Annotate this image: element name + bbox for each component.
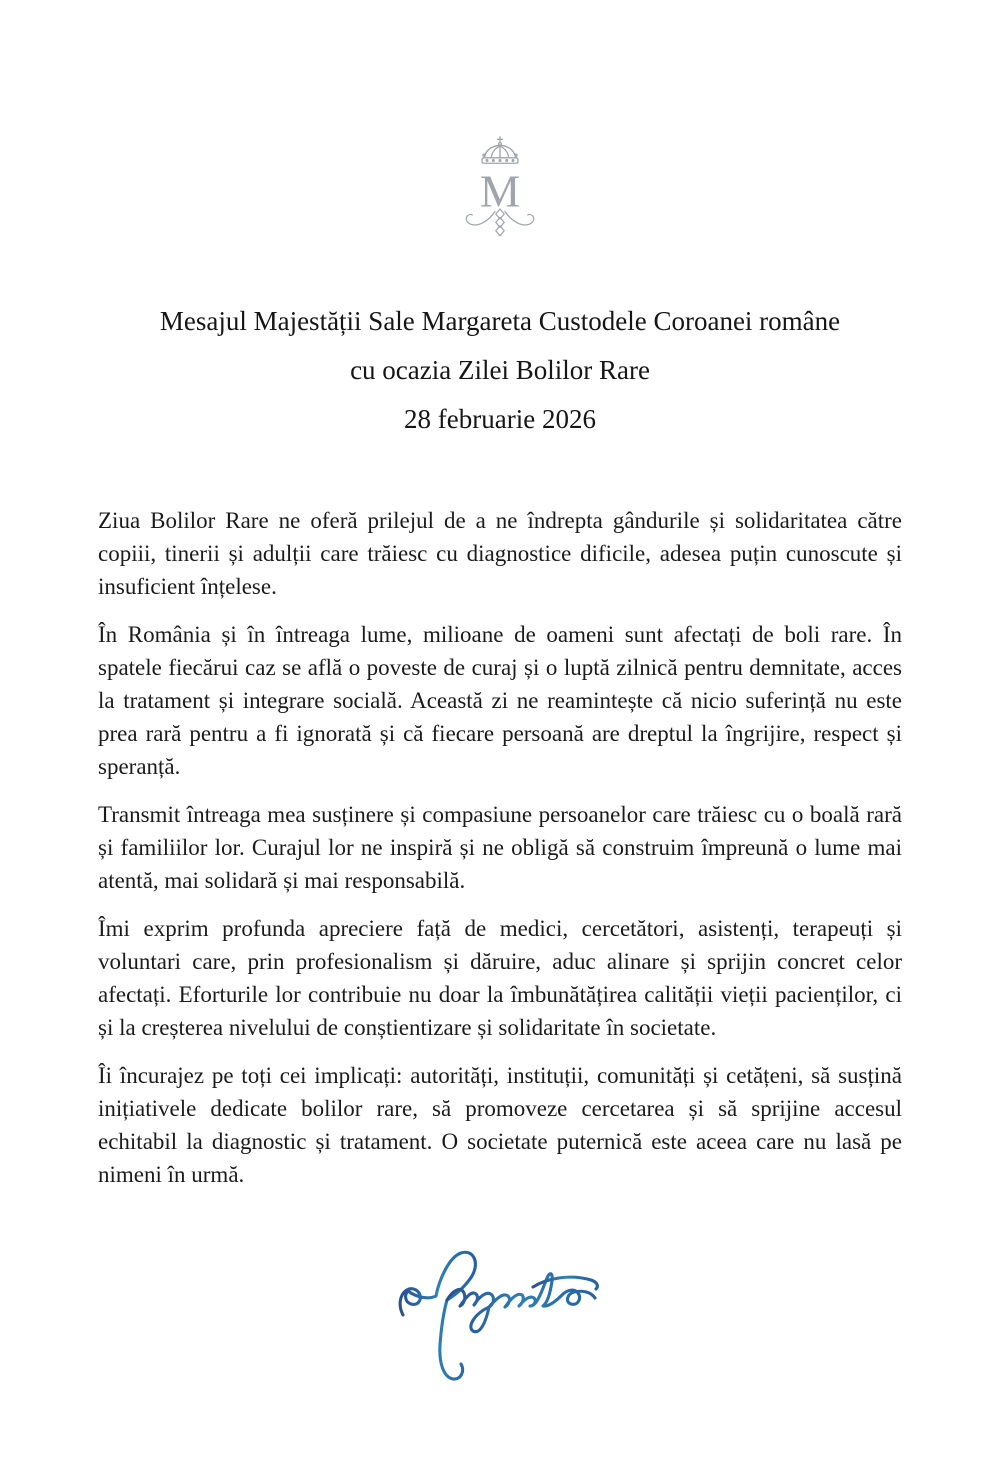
letter-title: Mesajul Majestății Sale Margareta Custodele Coroanei române xyxy=(159,306,841,336)
letter-header xyxy=(0,306,1000,434)
letter-date: 28 februarie 2026 xyxy=(404,404,596,434)
letter-subtitle: cu ocazia Zilei Bolilor Rare xyxy=(350,355,650,385)
letter-paragraph: Îmi exprim profunda apreciere față de medici, cercetători, asistenți, terapeuți și voluntari care, prin profesionalism și dăruire, aduc alinare și sprijin concret celor afectați. Eforturile lor contribuie nu doar la îmbunătățirea calității vieții pacienților, ci și la creșterea nivelului de conștientizare și solidaritate în societate. xyxy=(98,916,902,1040)
signature-strokes xyxy=(400,1252,597,1379)
crown-monogram-icon xyxy=(458,136,542,240)
crown-icon xyxy=(482,137,518,163)
letter-paragraph: Îi încurajez pe toți cei implicați: autorități, instituții, comunități și cetățeni, să susțină inițiativele dedicate bolilor rare, să promoveze cercetarea și să sprijine accesul echitabil la diagnostic și tratament. O societate puternică este aceea care nu lasă pe nimeni în urmă. xyxy=(98,1063,902,1187)
letter-paragraph: Ziua Bolilor Rare ne oferă prilejul de a ne îndrepta gândurile și solidaritatea către copiii, tinerii și adulții care trăiesc cu diagnostice dificile, adesea puțin cunoscute și insuficient înțelese. xyxy=(98,508,902,599)
monogram-letter: M xyxy=(479,166,521,217)
letter-paragraph: În România și în întreaga lume, milioane de oameni sunt afectați de boli rare. În spatele fiecărui caz se află o poveste de curaj și o luptă zilnică pentru demnitate, acces la tratament și integrare socială. Această zi ne reamintește că nicio suferință nu este prea rară pentru a fi ignorată și că fiecare persoană are dreptul la îngrijire, respect și speranță. xyxy=(98,622,902,779)
letter-body xyxy=(98,504,902,1191)
royal-monogram xyxy=(0,136,1000,240)
letter-paragraph: Transmit întreaga mea susținere și compasiune persoanelor care trăiesc cu o boală rară și familiilor lor. Curajul lor ne inspiră și ne obligă să construim împreună o lume mai atentă, mai solidară și mai responsabilă. xyxy=(98,802,902,893)
margareta-signature xyxy=(392,1241,608,1389)
signature-block xyxy=(0,1241,1000,1389)
